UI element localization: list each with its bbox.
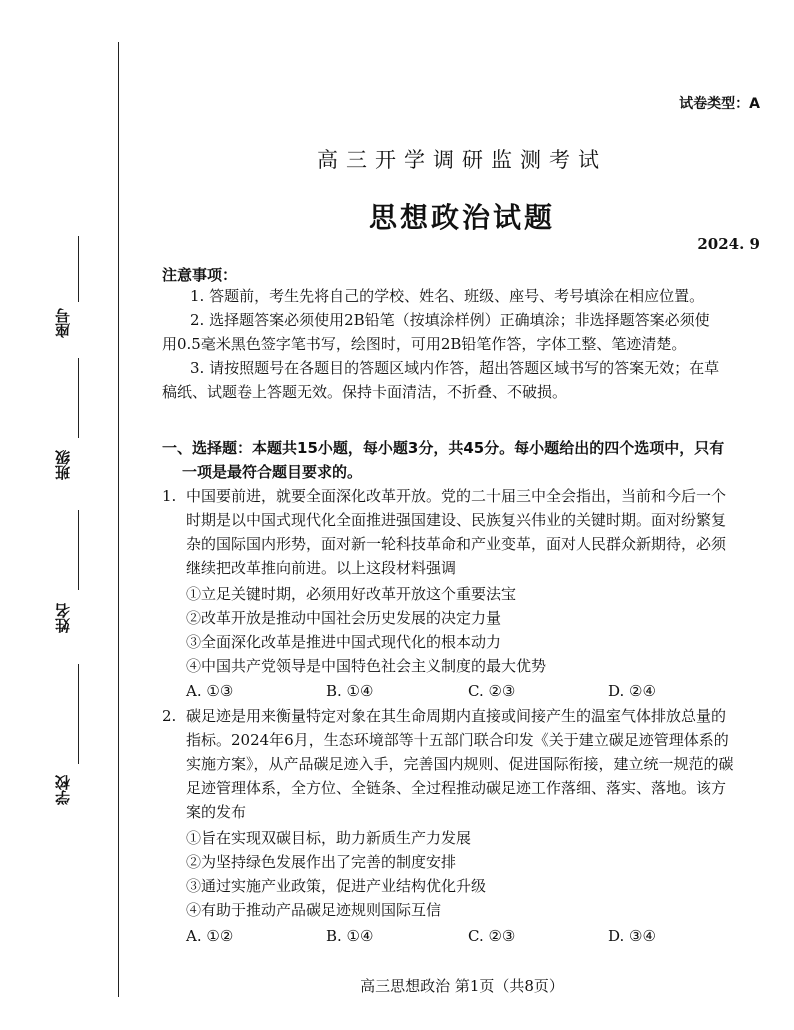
school-label: 学校 bbox=[54, 775, 72, 805]
statement: ②改革开放是推动中国社会历史发展的决定力量 bbox=[186, 609, 502, 627]
binding-margin-line bbox=[118, 42, 119, 997]
question-stem-line: 杂的国际国内形势，面对新一轮科技革命和产业变革，面对人民群众新期待，必须 bbox=[186, 535, 727, 553]
statement: ④有助于推动产品碳足迹规则国际互信 bbox=[186, 901, 442, 919]
note-line: 稿纸、试题卷上答题无效。保持卡面清洁，不折叠、不破损。 bbox=[162, 383, 568, 401]
seat-label: 座号 bbox=[54, 308, 72, 338]
question-number: 1. bbox=[162, 487, 177, 505]
question-stem-line: 实施方案》，从产品碳足迹入手，完善国内规则、促进国际衔接，建立统一规范的碳 bbox=[186, 755, 734, 773]
section-heading-line: 一、选择题：本题共15小题，每小题3分，共45分。每小题给出的四个选项中，只有 bbox=[162, 439, 725, 457]
name-blank-line[interactable] bbox=[78, 510, 79, 590]
statement: ④中国共产党领导是中国特色社会主义制度的最大优势 bbox=[186, 657, 547, 675]
exam-date: 2024. 9 bbox=[697, 235, 760, 253]
school-blank-line[interactable] bbox=[78, 664, 79, 764]
section-heading-line: 一项是最符合题目要求的。 bbox=[182, 463, 363, 481]
choice-c[interactable]: C. ②③ bbox=[468, 682, 516, 700]
class-label: 班级 bbox=[54, 450, 72, 480]
question-stem-line: 指标。2024年6月，生态环境部等十五部门联合印发《关于建立碳足迹管理体系的 bbox=[186, 731, 729, 749]
choice-b[interactable]: B. ①④ bbox=[326, 927, 374, 945]
choice-c[interactable]: C. ②③ bbox=[468, 927, 516, 945]
choice-row bbox=[186, 924, 746, 948]
notes-heading: 注意事项： bbox=[162, 266, 238, 284]
question-number: 2. bbox=[162, 707, 177, 725]
statement: ③全面深化改革是推进中国式现代化的根本动力 bbox=[186, 633, 502, 651]
page-footer: 高三思想政治 第1页（共8页） bbox=[360, 977, 564, 995]
note-line: 用0.5毫米黑色签字笔书写，绘图时，可用2B铅笔作答，字体工整、笔迹清楚。 bbox=[162, 335, 687, 353]
statement: ③通过实施产业政策，促进产业结构优化升级 bbox=[186, 877, 487, 895]
question-stem-line: 碳足迹是用来衡量特定对象在其生命周期内直接或间接产生的温室气体排放总量的 bbox=[186, 707, 727, 725]
statement: ②为坚持绿色发展作出了完善的制度安排 bbox=[186, 853, 457, 871]
statement: ①旨在实现双碳目标，助力新质生产力发展 bbox=[186, 829, 472, 847]
subject-title: 思想政治试题 bbox=[368, 201, 555, 234]
seat-blank-line[interactable] bbox=[78, 236, 79, 302]
question-stem-line: 案的发布 bbox=[186, 803, 247, 821]
choice-d[interactable]: D. ③④ bbox=[608, 927, 656, 945]
choice-b[interactable]: B. ①④ bbox=[326, 682, 374, 700]
section-heading bbox=[162, 436, 767, 484]
choice-a[interactable]: A. ①③ bbox=[186, 682, 234, 700]
question-stem-line: 足迹管理体系，全方位、全链条、全过程推动碳足迹工作落细、落实、落地。该方 bbox=[186, 779, 727, 797]
class-blank-line[interactable] bbox=[78, 358, 79, 438]
exam-name: 高三开学调研监测考试 bbox=[317, 148, 607, 172]
note-line: 1. 答题前，考生先将自己的学校、姓名、班级、座号、考号填涂在相应位置。 bbox=[190, 287, 705, 305]
question-stem-line: 时期是以中国式现代化全面推进强国建设、民族复兴伟业的关键时期。面对纷繁复 bbox=[186, 511, 727, 529]
note-line: 2. 选择题答案必须使用2B铅笔（按填涂样例）正确填涂；非选择题答案必须使 bbox=[190, 311, 710, 329]
choice-d[interactable]: D. ②④ bbox=[608, 682, 656, 700]
note-line: 3. 请按照题号在各题目的答题区域内作答，超出答题区域书写的答案无效；在草 bbox=[190, 359, 720, 377]
question-stem-line: 继续把改革推向前进。以上这段材料强调 bbox=[186, 559, 457, 577]
statement: ①立足关键时期，必须用好改革开放这个重要法宝 bbox=[186, 585, 517, 603]
name-label: 姓名 bbox=[54, 603, 72, 633]
choice-row bbox=[186, 679, 746, 703]
question-stem-line: 中国要前进，就要全面深化改革开放。党的二十届三中全会指出，当前和今后一个 bbox=[186, 487, 727, 505]
paper-type: 试卷类型：A bbox=[679, 96, 760, 112]
choice-a[interactable]: A. ①② bbox=[186, 927, 234, 945]
